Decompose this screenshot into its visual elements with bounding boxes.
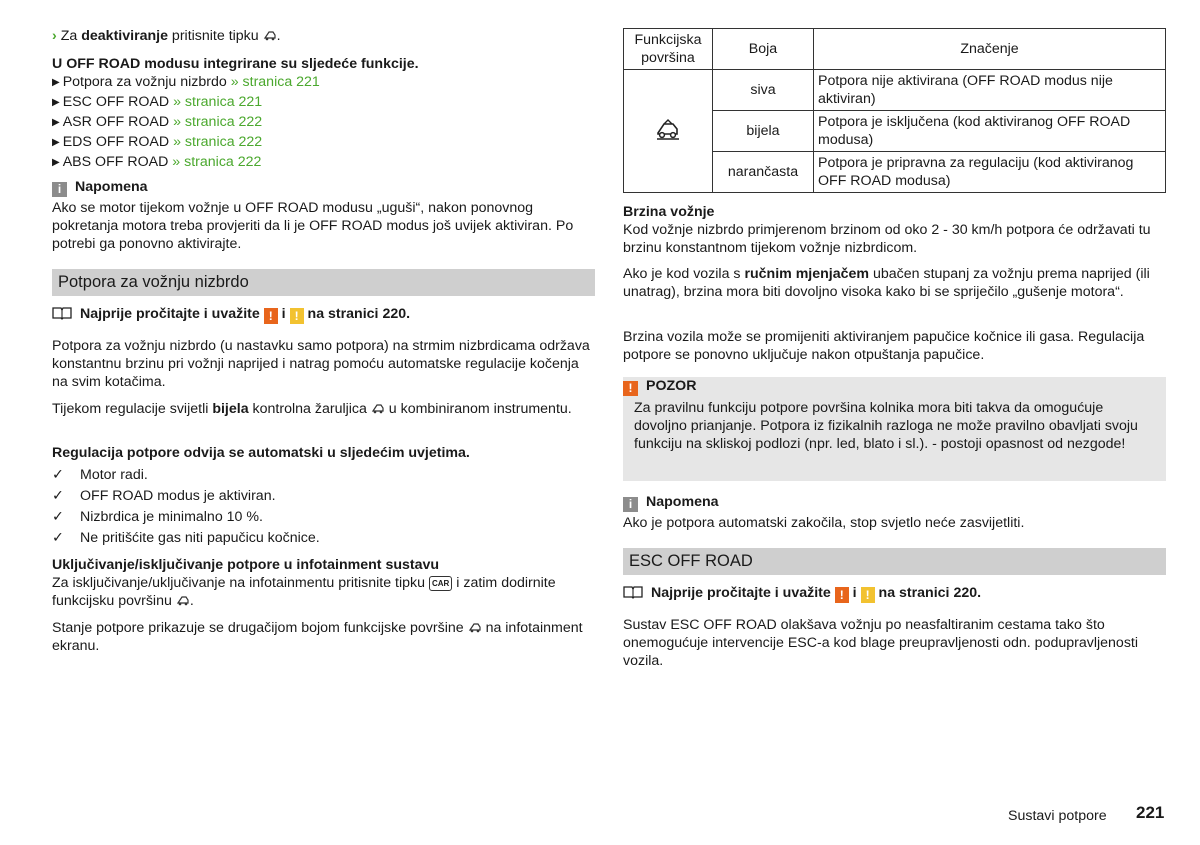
warning-icon: ! xyxy=(623,381,638,396)
table-header-cell: Značenje xyxy=(814,29,1166,70)
speed-change-text: Brzina vozila može se promijeniti aktiviranjem papučice kočnice ili gasa. Regulacija potpore se ponovno uključuje nakon otpuštanja papučice. xyxy=(623,329,1145,363)
caution-icon: ! xyxy=(861,587,875,603)
speed-heading: Brzina vožnje xyxy=(623,204,715,220)
bullet-icon: ▶ xyxy=(52,97,60,108)
descent-intro: Potpora za vožnju nizbrdo (u nastavku samo potpora) na strmim nizbrdicama održava konstantnu brzinu pri vožnji naprijed i natrag pomoću automatske regulacije kočenja na svim kotačima. xyxy=(52,338,590,390)
caution-heading: ! POZOR xyxy=(623,377,696,396)
functions-list xyxy=(52,73,595,173)
descent-light-text: Tijekom regulacije svijetli bijela kontrolna žaruljica u kombiniranom instrumentu. xyxy=(52,401,572,417)
table-cell: Potpora je isključena (kod aktiviranog OFF ROAD modusa) xyxy=(814,111,1166,152)
list-item: ▶ ESC OFF ROAD » stranica 221 xyxy=(52,94,263,110)
speed-text: Kod vožnje nizbrdo primjerenom brzinom od oko 2 - 30 km/h potpora će održavati tu brzinu konstantnom tijekom vožnje nizbrdicom. xyxy=(623,222,1151,256)
list-item: ✓ OFF ROAD modus je aktiviran. xyxy=(52,486,595,507)
note-heading: i Napomena xyxy=(52,178,148,197)
check-icon: ✓ xyxy=(52,509,64,525)
function-surface-table xyxy=(623,28,1166,193)
warning-icon: ! xyxy=(264,308,278,324)
section-title-descent: Potpora za vožnju nizbrdo xyxy=(52,269,595,296)
table-cell: Potpora je pripravna za regulaciju (kod aktiviranog OFF ROAD modusa) xyxy=(814,152,1166,193)
caution-icon: ! xyxy=(290,308,304,324)
table-header-row xyxy=(624,29,1166,70)
table-header-cell: Funkcijska površina xyxy=(624,29,713,70)
read-first-line: Najprije pročitajte i uvažite ! i ! na stranici 220. xyxy=(623,584,1166,603)
note-text: Ako se motor tijekom vožnje u OFF ROAD modusu „uguši“, nakon ponovnog pokretanja motora treba provjeriti da li je OFF ROAD modus još uvijek aktiviran. Po potrebi ga ponovno aktivirajte. xyxy=(52,200,574,252)
page-link[interactable]: » stranica 221 xyxy=(230,74,320,90)
caution-text: Za pravilnu funkciju potpore površina kolnika mora biti takva da omogućuje dovoljno prianjanje. Potpora iz fizikalnih razloga ne može pravilno obavljati svoju funkciju na skliskoj podlozi (npr. led, blato i sl.). - postoji opasnost od nezgode! xyxy=(634,400,1138,452)
conditions-heading: Regulacija potpore odvija se automatski u sljedećim uvjetima. xyxy=(52,445,470,461)
check-icon: ✓ xyxy=(52,488,64,504)
descent-assist-icon xyxy=(263,29,277,41)
manual-gearbox-text: Ako je kod vozila s ručnim mjenjačem ubačen stupanj za vožnju prema naprijed (ili unatrag), brzina mora biti dovoljno visoka kako bi se spriječilo „gušenje motora“. xyxy=(623,266,1150,300)
page-link[interactable]: » stranica 222 xyxy=(173,134,263,150)
esc-text: Sustav ESC OFF ROAD olakšava vožnju po neasfaltiranim cestama tako što onemogućuje intervencije ESC-a kod blage preupravljenosti odn. podupravljenosti vozila. xyxy=(623,617,1139,669)
table-cell: narančasta xyxy=(713,152,814,193)
note-heading: i Napomena xyxy=(623,493,719,512)
page-link[interactable]: » stranica 222 xyxy=(172,154,262,170)
integrated-functions-heading: U OFF ROAD modusu integrirane su sljedeće funkcije. xyxy=(52,56,419,72)
car-key-icon: CAR xyxy=(429,576,452,591)
state-text: Stanje potpore prikazuje se drugačijom bojom funkcijske površine na infotainment ekranu. xyxy=(52,620,583,654)
descent-assist-icon xyxy=(371,402,385,414)
infotainment-heading: Uključivanje/isključivanje potpore u infotainment sustavu xyxy=(52,557,440,573)
conditions-list xyxy=(52,465,595,549)
table-icon-cell xyxy=(624,70,713,193)
descent-assist-icon xyxy=(468,621,482,633)
table-cell: Potpora nije aktivirana (OFF ROAD modus nije aktiviran) xyxy=(814,70,1166,111)
page-number: 221 xyxy=(1136,803,1165,822)
info-icon: i xyxy=(623,497,638,512)
list-item: ✓ Nizbrdica je minimalno 10 %. xyxy=(52,507,595,528)
page-link[interactable]: » stranica 221 xyxy=(173,94,263,110)
deactivate-line: › Za deaktiviranje pritisnite tipku . xyxy=(52,28,281,44)
section-title-esc: ESC OFF ROAD xyxy=(623,548,1166,575)
list-item: ▶ EDS OFF ROAD » stranica 222 xyxy=(52,134,263,150)
list-item: ▶ ABS OFF ROAD » stranica 222 xyxy=(52,154,262,170)
bullet-icon: ▶ xyxy=(52,117,60,128)
book-icon xyxy=(52,306,72,320)
descent-assist-icon xyxy=(176,594,190,606)
book-icon xyxy=(623,585,643,599)
list-item: ✓ Motor radi. xyxy=(52,465,595,486)
check-icon: ✓ xyxy=(52,530,64,546)
table-header-cell: Boja xyxy=(713,29,814,70)
note-text: Ako je potpora automatski zakočila, stop svjetlo neće zasvijetliti. xyxy=(623,515,1025,531)
read-first-line: Najprije pročitajte i uvažite ! i ! na stranici 220. xyxy=(52,305,595,324)
table-cell: siva xyxy=(713,70,814,111)
list-item: ▶ Potpora za vožnju nizbrdo » stranica 221 xyxy=(52,74,320,90)
info-icon: i xyxy=(52,182,67,197)
bullet-icon: ▶ xyxy=(52,137,60,148)
warning-icon: ! xyxy=(835,587,849,603)
list-item: ▶ ASR OFF ROAD » stranica 222 xyxy=(52,114,263,130)
table-row xyxy=(624,70,1166,111)
bullet-icon: ▶ xyxy=(52,77,60,88)
page-link[interactable]: » stranica 222 xyxy=(173,114,263,130)
table-cell: bijela xyxy=(713,111,814,152)
continue-arrow-icon: › xyxy=(52,28,57,44)
bullet-icon: ▶ xyxy=(52,157,60,168)
list-item: ✓ Ne pritišćite gas niti papučicu kočnice. xyxy=(52,528,595,549)
check-icon: ✓ xyxy=(52,467,64,483)
descent-assist-icon xyxy=(654,116,682,142)
infotainment-text: Za isključivanje/uključivanje na infotainmentu pritisnite tipku CAR i zatim dodirnite funkcijsku površinu . xyxy=(52,575,556,609)
footer-chapter: Sustavi potpore xyxy=(1008,808,1107,824)
